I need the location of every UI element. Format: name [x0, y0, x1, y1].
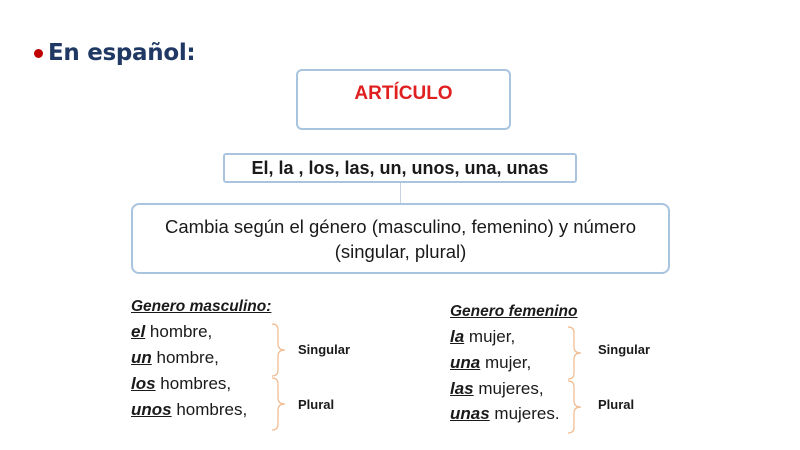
article-word: las: [450, 379, 474, 398]
plural-brace-icon: [568, 381, 581, 433]
singular-label: Singular: [598, 342, 651, 357]
list-item: [131, 348, 219, 368]
article-word: unas: [450, 404, 490, 423]
list-item: [131, 400, 247, 420]
article-word: un: [131, 348, 152, 367]
singular-brace-icon: [272, 324, 285, 376]
articles-list-label: El, la , los, las, un, unos, una, unas: [251, 158, 549, 178]
connector-line: [400, 183, 401, 203]
bullet-dot-icon: [34, 49, 43, 58]
noun-text: mujer,: [464, 327, 516, 346]
plural-label: Plural: [598, 397, 635, 412]
list-item: [450, 327, 515, 347]
singular-label: Singular: [298, 342, 351, 357]
article-word: la: [450, 327, 465, 346]
list-item: [131, 374, 231, 394]
plural-label: Plural: [298, 397, 335, 412]
article-word: una: [450, 353, 481, 372]
articles-list-box: [223, 153, 577, 183]
noun-text: hombre,: [151, 348, 219, 367]
list-item: [450, 404, 560, 424]
articulo-label: ARTÍCULO: [354, 83, 453, 104]
masculino-title: Genero masculino:: [131, 298, 272, 315]
noun-text: mujer,: [480, 353, 532, 372]
list-item: [131, 322, 212, 342]
masculino-braces: [270, 322, 290, 432]
femenino-braces: [566, 325, 586, 435]
noun-text: mujeres.: [489, 404, 560, 423]
noun-text: mujeres,: [473, 379, 544, 398]
singular-brace-icon: [568, 327, 581, 379]
plural-brace-icon: [272, 378, 285, 430]
description-text: Cambia según el género (masculino, femenino) y número (singular, plural): [165, 216, 636, 262]
noun-text: hombres,: [155, 374, 232, 393]
description-box: [131, 203, 670, 274]
noun-text: hombres,: [171, 400, 248, 419]
noun-text: hombre,: [145, 322, 213, 341]
articulo-box: [296, 69, 511, 130]
article-word: el: [131, 322, 146, 341]
slide-title: En español:: [48, 40, 196, 66]
article-word: los: [131, 374, 156, 393]
femenino-title: Genero femenino: [450, 303, 578, 320]
list-item: [450, 353, 531, 373]
slide-heading: [34, 40, 195, 66]
list-item: [450, 379, 544, 399]
article-word: unos: [131, 400, 172, 419]
